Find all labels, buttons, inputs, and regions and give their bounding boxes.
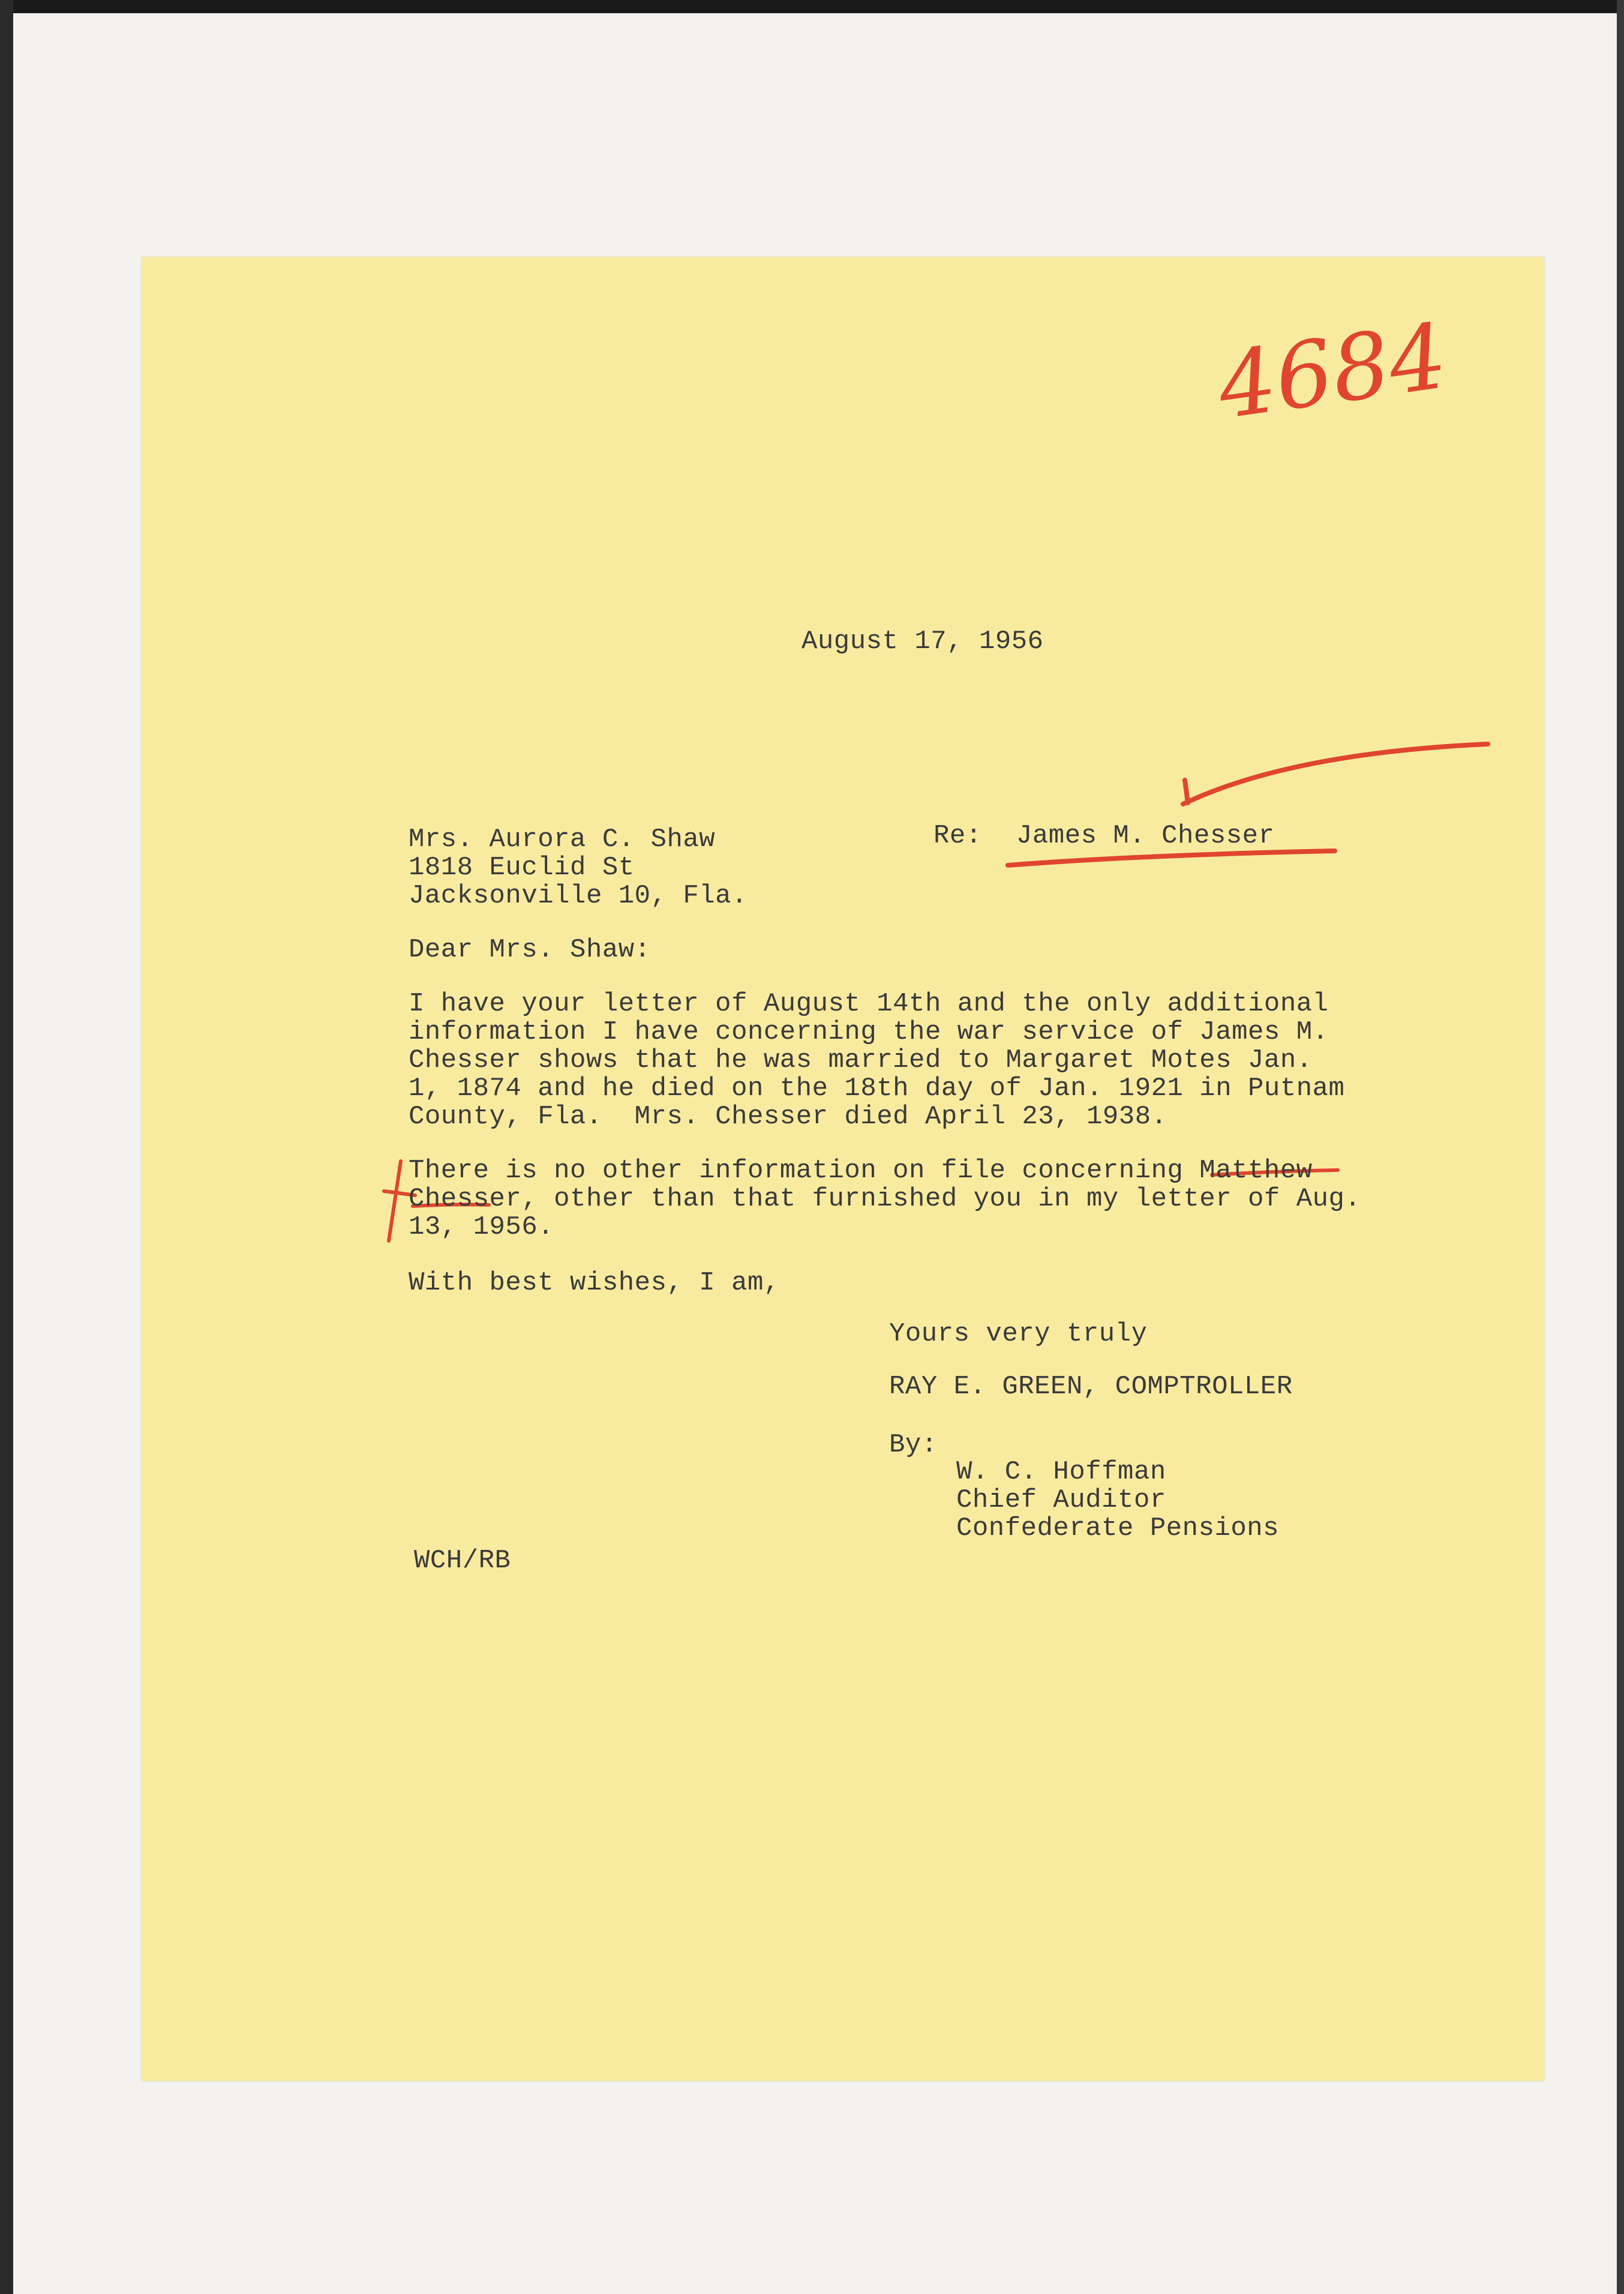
recipient-name: Mrs. Aurora C. Shaw — [409, 824, 716, 854]
signer-title: Chief Auditor — [956, 1485, 1166, 1515]
office-name: RAY E. GREEN, COMPTROLLER — [889, 1372, 1293, 1402]
complimentary-close: Yours very truly — [889, 1319, 1148, 1349]
paragraph-2-line: There is no other information on file concerning Matthew — [409, 1156, 1313, 1186]
check-mark — [1183, 744, 1488, 804]
paragraph-2-line: 13, 1956. — [409, 1212, 554, 1242]
file-number-annotation: 4684 — [1212, 304, 1454, 440]
closing-line: With best wishes, I am, — [409, 1268, 780, 1298]
signer-name: W. C. Hoffman — [956, 1457, 1166, 1487]
re-label: Re: — [933, 821, 982, 851]
subject-underline — [1008, 851, 1335, 865]
salutation: Dear Mrs. Shaw: — [409, 935, 651, 965]
plus-vertical — [389, 1161, 401, 1241]
paragraph-2-line: Chesser, other than that furnished you in my letter of Aug. — [409, 1184, 1361, 1214]
paragraph-1-line: I have your letter of August 14th and the only additional — [409, 989, 1329, 1019]
signer-department: Confederate Pensions — [956, 1513, 1280, 1543]
paragraph-1-line: information I have concerning the war service of James M. — [409, 1017, 1329, 1047]
paragraph-1-line: 1, 1874 and he died on the 18th day of Jan. 1921 in Putnam — [409, 1073, 1345, 1103]
paragraph-1-line: County, Fla. Mrs. Chesser died April 23, 1938. — [409, 1102, 1167, 1132]
re-subject: James M. Chesser — [1016, 821, 1275, 851]
check-mark-tick — [1185, 780, 1188, 803]
paragraph-1-line: Chesser shows that he was married to Margaret Motes Jan. — [409, 1045, 1313, 1075]
reference-initials: WCH/RB — [414, 1546, 511, 1576]
by-label: By: — [889, 1430, 938, 1460]
recipient-city: Jacksonville 10, Fla. — [409, 881, 748, 911]
letter-date: August 17, 1956 — [802, 626, 1044, 656]
recipient-street: 1818 Euclid St — [409, 853, 635, 883]
